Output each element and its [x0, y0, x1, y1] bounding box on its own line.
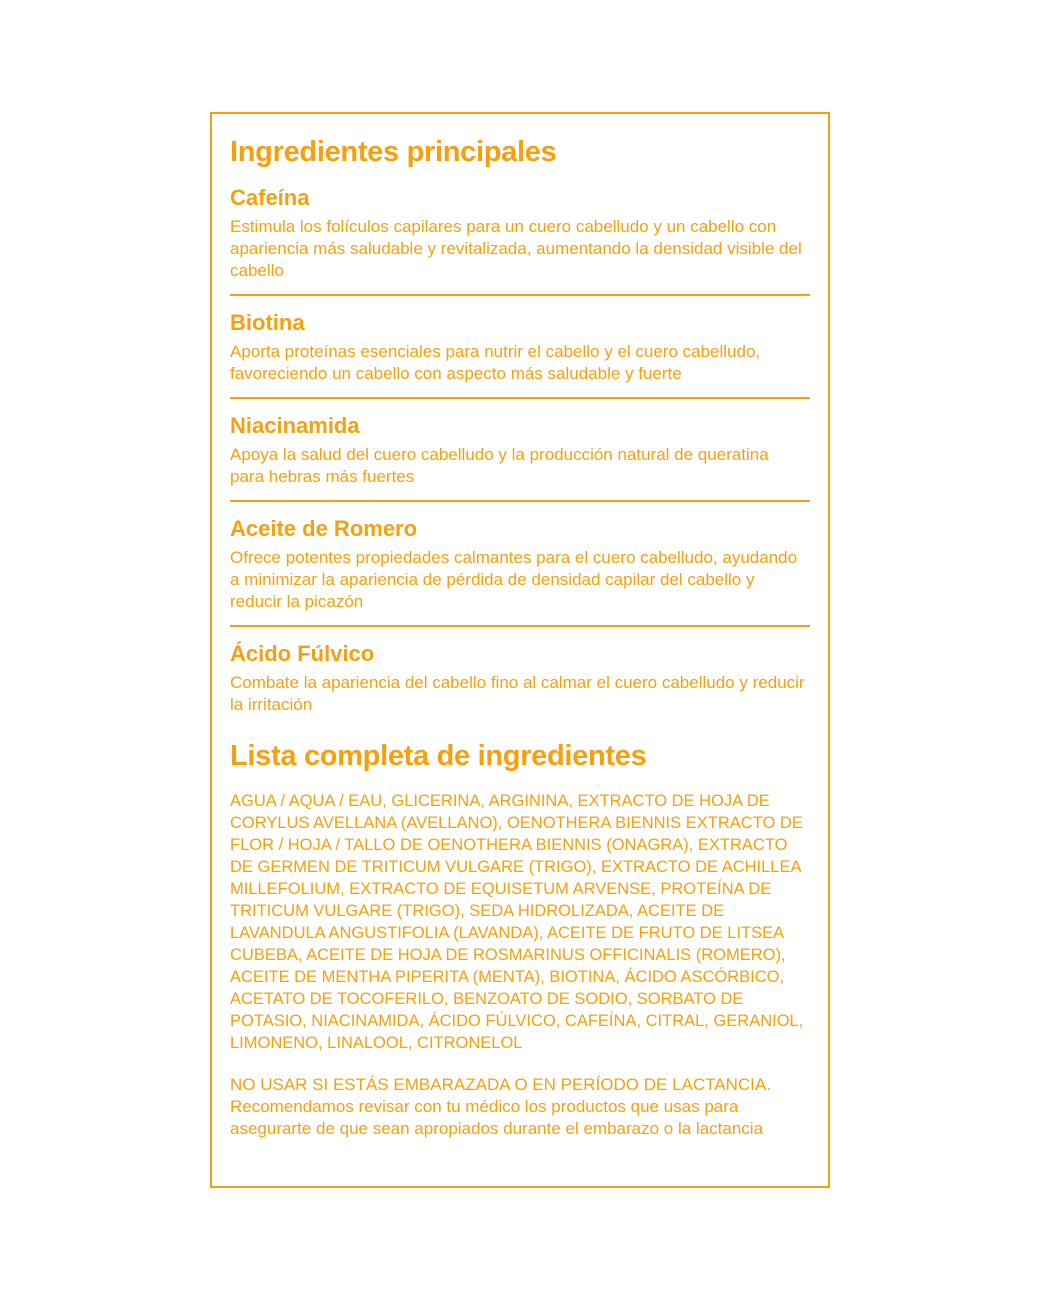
ingredient-niacinamide: [230, 399, 810, 502]
ingredient-name: Aceite de Romero: [230, 516, 418, 541]
ingredients-panel: [210, 112, 830, 1188]
ingredient-description: Apoya la salud del cuero cabelludo y la producción natural de queratina para hebras más fuertes: [230, 445, 769, 486]
ingredient-name: Niacinamida: [230, 413, 360, 438]
main-ingredients-title: Ingredientes principales: [230, 136, 557, 168]
full-ingredients-list: AGUA / AQUA / EAU, GLICERINA, ARGININA, EXTRACTO DE HOJA DE CORYLUS AVELLANA (AVELLANO), OENOTHERA BIENNIS EXTRACTO DE FLOR / HOJA / TALLO DE OENOTHERA BIENNIS (ONAGRA), EXTRACTO DE GERMEN DE TRITICUM VULGARE (TRIGO), EXTRACTO DE ACHILLEA MILLEFOLIUM, EXTRACTO DE EQUISETUM ARVENSE, PROTEÍNA DE TRITICUM VULGARE (TRIGO), SEDA HIDROLIZADA, ACEITE DE LAVANDULA ANGUSTIFOLIA (LAVANDA), ACEITE DE FRUTO DE LITSEA CUBEBA, ACEITE DE HOJA DE ROSMARINUS OFFICINALIS (ROMERO), ACEITE DE MENTHA PIPERITA (MENTA), BIOTINA, ÁCIDO ASCÓRBICO, ACETATO DE TOCOFERILO, BENZOATO DE SODIO, SORBATO DE POTASIO, NIACINAMIDA, ÁCIDO FÚLVICO, CAFEÍNA, CITRAL, GERANIOL, LIMONENO, LINALOOL, CITRONELOL: [230, 792, 804, 1052]
ingredient-description: Aporta proteínas esenciales para nutrir el cabello y el cuero cabelludo, favoreciendo un cabello con aspecto más saludable y fuerte: [230, 342, 761, 383]
ingredient-rosemary-oil: [230, 502, 810, 627]
ingredient-caffeine: [230, 171, 810, 296]
ingredient-name: Biotina: [230, 310, 305, 335]
full-ingredients-title: Lista completa de ingredientes: [230, 740, 647, 772]
ingredient-fulvic-acid: [230, 627, 810, 716]
pregnancy-warning: NO USAR SI ESTÁS EMBARAZADA O EN PERÍODO DE LACTANCIA. Recomendamos revisar con tu médico los productos que usas para asegurarte de que sean apropiados durante el embarazo o la lactancia: [230, 1075, 771, 1138]
ingredient-description: Ofrece potentes propiedades calmantes para el cuero cabelludo, ayudando a minimizar la apariencia de pérdida de densidad capilar del cabello y reducir la picazón: [230, 548, 798, 611]
ingredient-name: Ácido Fúlvico: [230, 641, 375, 666]
ingredient-biotin: [230, 296, 810, 399]
ingredient-name: Cafeína: [230, 185, 310, 210]
ingredient-description: Combate la apariencia del cabello fino al calmar el cuero cabelludo y reducir la irritación: [230, 673, 805, 714]
ingredient-description: Estimula los folículos capilares para un cuero cabelludo y un cabello con apariencia más saludable y revitalizada, aumentando la densidad visible del cabello: [230, 217, 802, 280]
